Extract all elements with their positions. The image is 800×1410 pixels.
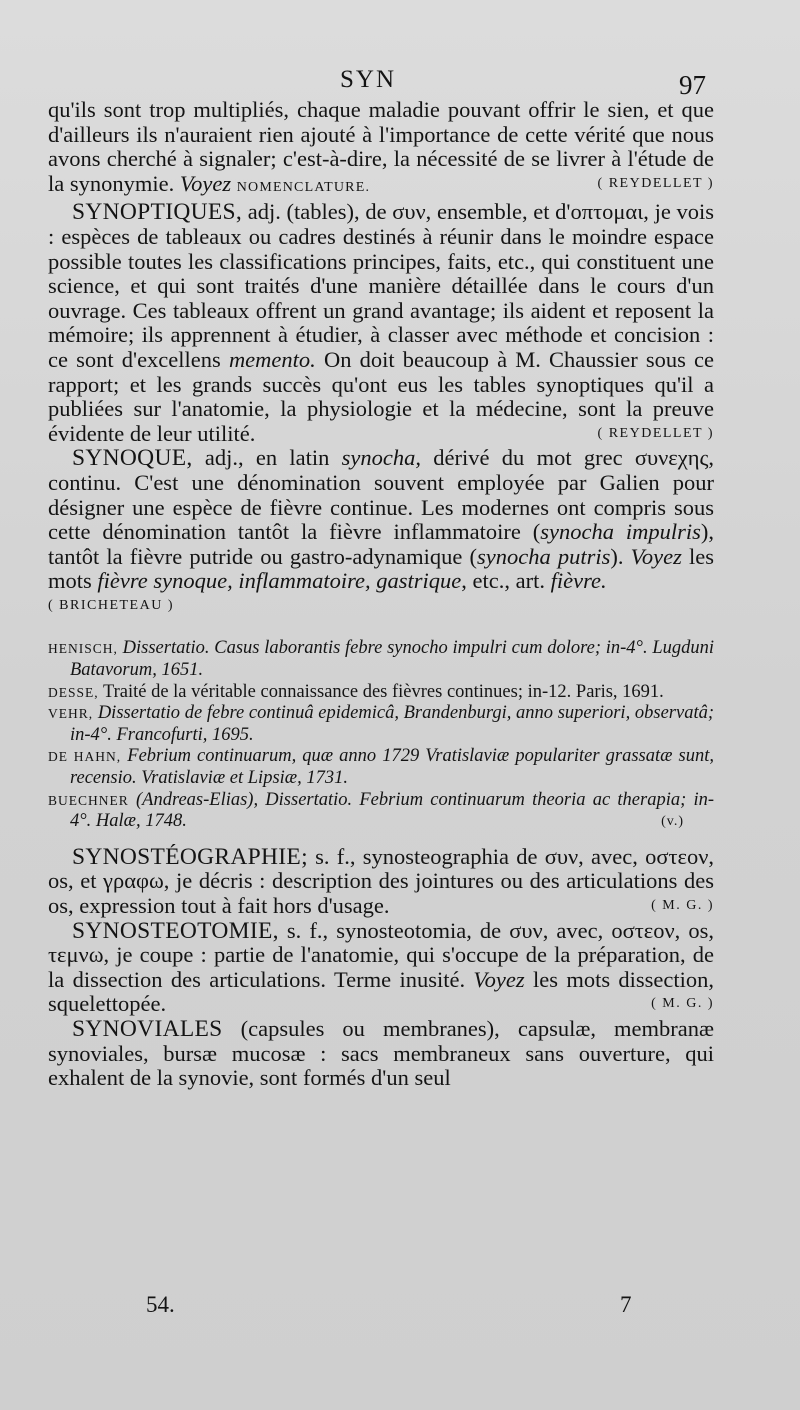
bib-text: Dissertatio. Casus laborantis febre synocho impulri cum dolore; in-4°. Lugduni Batavorum, 1651. — [70, 638, 715, 681]
running-title: SYN — [340, 66, 397, 93]
synosteographie-signature: ( M. G. ) — [651, 898, 714, 913]
synosteographie-body: s. f., synosteographia de συν, avec, οστεον, os, et γραφω, je décris : description des jointures ou des articulations des os, expression tout à fait hors d'usage. — [48, 843, 714, 918]
synosteotomie-body: s. f., synosteotomia, de συν, avec, οστεον, os, τεμνω, je coupe : partie de l'anatomie, qui s'occupe de la préparation, de la dissection des articulations. Terme inusité. — [48, 917, 715, 992]
synoque-voyez: Voyez — [630, 543, 682, 569]
running-header — [0, 62, 800, 102]
synoque-italic3: fièvre synoque, inflammatoire, gastrique — [97, 568, 462, 594]
headword-synosteotomie: SYNOSTEOTOMIE, — [72, 917, 279, 944]
synoviales-body: (capsules ou membranes), capsulæ, membranæ synoviales, bursæ mucosæ : sacs membraneux sans ouverture, qui exhalent de la synovie, sont formés d'un seul — [48, 1015, 715, 1091]
bib-author: DESSE, — [48, 684, 99, 700]
headword-synoptiques: SYNOPTIQUES, — [72, 199, 243, 226]
bib-entry — [48, 703, 714, 746]
bibliography — [48, 638, 714, 832]
synoque-part3: ), tantôt la fièvre putride ou gastro-adynamique ( — [48, 519, 714, 569]
synosteotomie-voyez: Voyez — [473, 966, 525, 992]
bib-entry — [48, 638, 714, 681]
synoptiques-body: adj. (tables), de συν, ensemble, et d'οπτομαι, je vois : espèces de tableaux ou cadres destinés à réunir dans le moindre espace possible toutes les classifications principes, faits, etc., qui constituent une science, et qui sont traités d'une manière détaillée dans le cours d'un ouvrage. Ces tableaux offrent un grand avantage; ils aident et reposent la mémoire; ils apprennent à étudier, à classer avec méthode et concision : ce sont d'excellens — [48, 199, 715, 372]
entry-synoque — [48, 446, 714, 594]
synoque-part6: , etc., art. — [461, 568, 551, 594]
entry-synoviales — [48, 1017, 714, 1091]
synoque-italic1: synocha impulris — [540, 519, 701, 545]
intro-voyez: Voyez — [179, 170, 232, 196]
synoque-italic4: fièvre. — [550, 568, 607, 594]
bib-author: BUECHNER — [48, 792, 129, 808]
bib-signature: (v.) — [661, 814, 684, 830]
bib-text: (Andreas-Elias), Dissertatio. Febrium continuarum theoria ac therapia; in-4°. Halæ, 1748. — [70, 789, 715, 832]
synoptiques-signature: ( REYDELLET ) — [597, 425, 714, 441]
entry-synosteotomie — [48, 919, 714, 1017]
entry-synosteographie — [48, 845, 714, 919]
synosteotomie-signature: ( M. G. ) — [651, 996, 714, 1012]
synoque-italic2: synocha putris — [476, 543, 611, 569]
synoque-part4: ). — [610, 543, 631, 569]
bib-entry — [48, 682, 714, 704]
intro-text: qu'ils sont trop multipliés, chaque maladie pouvant offrir le sien, et que d'ailleurs ils n'auraient rien ajouté à l'importance de cette vérité que nous avons cherché à signaler; c'est-à-dire, la nécessité de se livrer à l'étude de la synonymie. — [48, 97, 714, 196]
headword-synoviales: SYNOVIALES — [72, 1015, 223, 1042]
signature-mark-left: 54. — [146, 1292, 175, 1317]
intro-crossref: NOMENCLATURE. — [236, 179, 371, 195]
intro-paragraph — [48, 98, 714, 200]
bib-author: DE HAHN, — [48, 749, 122, 765]
headword-synosteographie: SYNOSTÉOGRAPHIE; — [72, 843, 308, 870]
bib-entry — [48, 746, 714, 789]
synoque-part5: les mots — [48, 543, 714, 594]
signature-mark-right: 7 — [620, 1292, 632, 1317]
bib-text: Traité de la véritable connaissance des fièvres continues; in-12. Paris, 1691. — [102, 681, 664, 702]
entry-synoptiques — [48, 200, 714, 446]
synoque-part1: adj., en latin — [204, 445, 330, 471]
synosteotomie-body2: les mots dissection, squelettopée. — [48, 966, 715, 1017]
headword-synoque: SYNOQUE, — [72, 445, 193, 472]
bib-author: HENISCH, — [48, 641, 118, 657]
synoptiques-italic: memento. — [228, 346, 316, 372]
bib-entry — [48, 790, 714, 833]
bib-author: VEHR, — [48, 706, 94, 722]
synoque-signature: ( BRICHETEAU ) — [48, 597, 174, 613]
bib-text: Dissertatio de febre continuâ epidemicâ, Brandenburgi, anno superiori, observatâ; in-4°. Francofurti, 1695. — [70, 703, 715, 745]
text-column — [48, 98, 714, 1091]
intro-signature: ( REYDELLET ) — [597, 175, 714, 191]
synoque-part2: dérivé du mot grec συνεχης, continu. C'est une dénomination souvent employée par Galien pour désigner une espèce de fièvre continue. Les modernes ont compris sous cette dénomination tantôt la fièvre inflammatoire ( — [48, 445, 715, 545]
synoptiques-body2: On doit beaucoup à M. Chaussier sous ce rapport; et les grands succès qu'ont eus les tables synoptiques qu'il a publiées sur l'anatomie, la physiologie et la médecine, sont la preuve évidente de leur utilité. — [48, 346, 715, 446]
synoque-latin: synocha, — [341, 445, 422, 471]
page-number: 97 — [679, 70, 706, 100]
bib-text: Febrium continuarum, quæ anno 1729 Vratislaviæ populariter grassatæ sunt, recensio. Vratislaviæ et Lipsiæ, 1731. — [70, 746, 715, 789]
